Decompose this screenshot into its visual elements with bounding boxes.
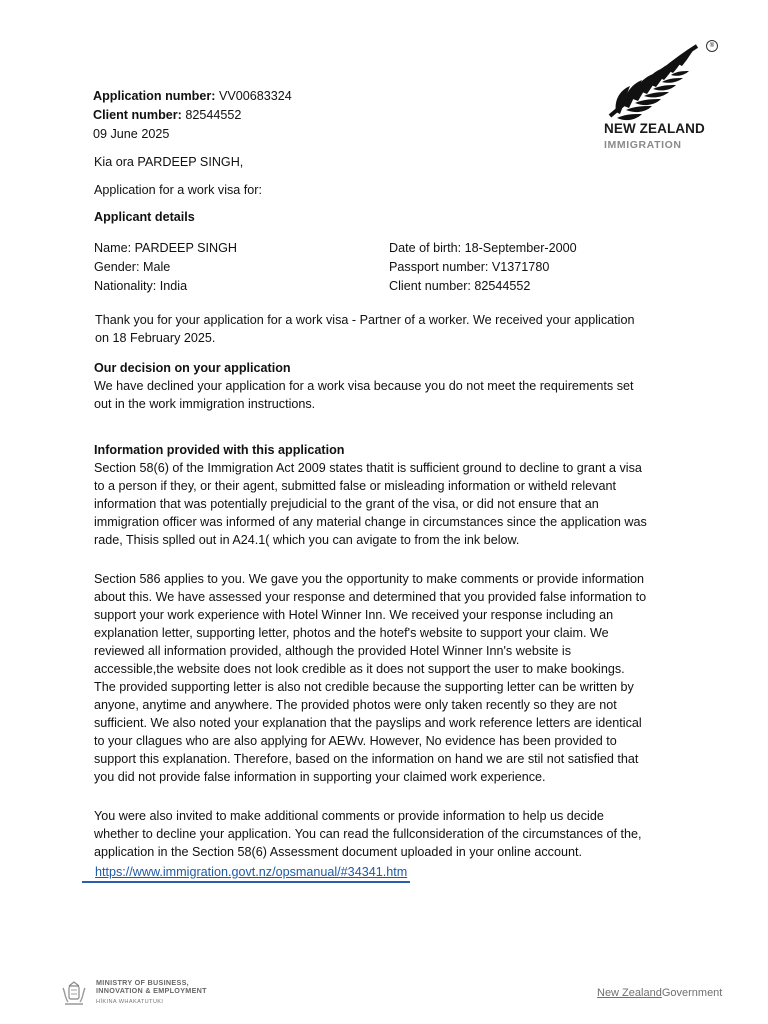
applicant-client: Client number: 82544552	[389, 279, 531, 293]
section586-paragraph: Section 586 applies to you. We gave you the opportunity to make comments or provide information about this. We have assessed your response and determined that you provided false information to support your work experience with Hotel Winner Inn. We received your response including an explanation letter, supporting letter, photos and the hotef's website to support your claim. We reviewed all information provided, although the provided Hotel Winner Inn's website is accessible,the website does not look credible as it does not support the user to make bookings. The provided supporting letter is also not credible because the supporting letter can be written by anyone, anytime and anywhere. The provided photos were only taken recently so they are not sufficient. We also noted your explanation that the payslips and work reference letters are identical to your cllagues who are also applying for AEWv. However, No evidence has been provided to support this explanation. Therefore, based on the information on hand we are stil not satisfied that you did not provide false information in supporting your claimed work experience.	[94, 572, 647, 784]
logo-title: NEW ZEALAND	[604, 121, 705, 136]
applicant-left-column	[94, 239, 237, 295]
link-underline	[82, 881, 410, 883]
opsmanual-link[interactable]: https://www.immigration.govt.nz/opsmanual/#34341.htm	[95, 865, 408, 879]
mbie-subtitle: HĪKINA WHAKATUTUKI	[96, 999, 164, 1005]
logo-subtitle: IMMIGRATION	[604, 139, 682, 151]
client-number: Client number: 82544552	[93, 108, 242, 122]
applicant-heading: Applicant details	[94, 210, 195, 224]
mbie-name: MINISTRY OF BUSINESS, INNOVATION & EMPLOYMENT	[96, 978, 207, 995]
information-section: Information provided with this application Section 58(6) of the Immigration Act 2009 states thatit is sufficient ground to decline to grant a visa to a person if they, or their agent, submitted false or misleading information or witheld relevant information that was potentially prejudicial to the grant of the visa, or did not ensure that an immigration officer was informed of any material change in circumstances since the application was rade, Thisis splled out in A24.1( which you can avigate to from the ink below.	[94, 441, 684, 549]
thanks-paragraph: Thank you for your application for a work visa - Partner of a worker. We received your application on 18 February 2025.	[95, 313, 635, 345]
applicant-name: Name: PARDEEP SINGH	[94, 241, 238, 255]
letter-date: 09 June 2025	[93, 127, 170, 141]
registered-mark: ®	[706, 40, 718, 52]
information-heading: Information provided with this application	[94, 443, 345, 457]
application-number: Application number: VV00683324	[93, 89, 292, 103]
greeting: Kia ora PARDEEP SINGH,	[94, 155, 244, 169]
nz-coat-of-arms-icon	[59, 978, 89, 1008]
applicant-passport: Passport number: V1371780	[389, 260, 550, 274]
decision-heading: Our decision on your application	[94, 361, 291, 375]
applicant-nationality: Nationality: India	[94, 279, 188, 293]
applicant-gender: Gender: Male	[94, 260, 171, 274]
nz-government-wordmark: New ZealandGovernment	[597, 987, 723, 999]
applicant-right-column	[389, 239, 577, 295]
applicant-dob: Date of birth: 18-September-2000	[389, 241, 577, 255]
invited-paragraph: You were also invited to make additional comments or provide information to help us decide whether to decline your application. You can read the fullconsideration of the circumstances of the, application in the Section 58(6) Assessment document uploaded in your online account.	[94, 809, 642, 859]
decision-section: Our decision on your application We have declined your application for a work visa because you do not meet the requirements set out in the work immigration instructions.	[94, 359, 684, 413]
subject-line: Application for a work visa for:	[94, 183, 262, 197]
